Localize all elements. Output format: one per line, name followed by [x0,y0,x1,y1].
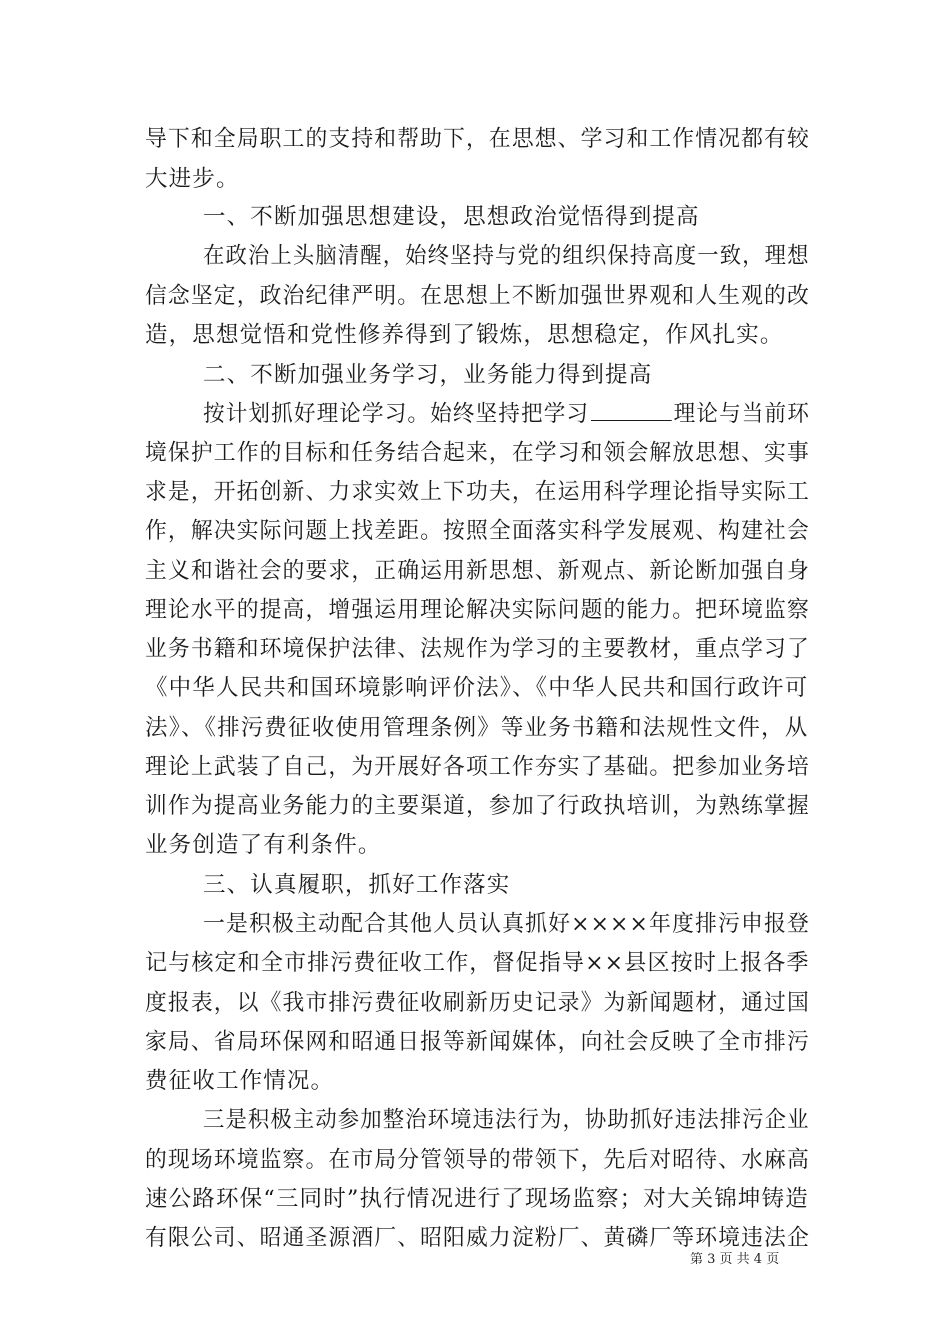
paragraph-line: 家局、省局环保网和昭通日报等新闻媒体，向社会反映了全市排污 [145,1029,810,1055]
section-heading-1: 一、不断加强思想建设，思想政治觉悟得到提高 [203,204,700,230]
paragraph-line: 一是积极主动配合其他人员认真抓好××××年度排污申报登 [203,911,810,937]
section-heading-3: 三、认真履职，抓好工作落实 [203,872,511,898]
paragraph-line: 业务创造了有利条件。 [145,832,382,858]
paragraph-line: 求是，开拓创新、力求实效上下功夫，在运用科学理论指导实际工 [145,479,810,505]
paragraph-line: 主义和谐社会的要求，正确运用新思想、新观点、新论断加强自身 [145,558,810,584]
paragraph-line: 费征收工作情况。 [145,1068,335,1094]
paragraph-line: 在政治上头脑清醒，始终坚持与党的组织保持高度一致，理想 [203,243,810,269]
paragraph-line: 理论上武装了自己，为开展好各项工作夯实了基础。把参加业务培 [145,754,810,780]
paragraph-line-with-blank [203,394,810,434]
section-heading-2: 二、不断加强业务学习，业务能力得到提高 [203,362,653,388]
paragraph-line: 《中华人民共和国环境影响评价法》、《中华人民共和国行政许可 [145,675,809,701]
paragraph-line: 训作为提高业务能力的主要渠道，参加了行政执培训，为熟练掌握 [145,793,810,819]
page-number: 第 3 页 共 4 页 [690,1252,780,1267]
paragraph-line: 记与核定和全市排污费征收工作，督促指导××县区按时上报各季 [145,950,810,976]
paragraph-line: 速公路环保“三同时”执行情况进行了现场监察；对大关锦坤铸造 [145,1186,809,1212]
paragraph-line: 作，解决实际问题上找差距。按照全面落实科学发展观、构建社会 [145,518,810,544]
paragraph-line: 造，思想觉悟和党性修养得到了锻炼，思想稳定，作风扎实。 [145,322,784,348]
paragraph-line: 的现场环境监察。在市局分管领导的带领下，先后对昭待、水麻高 [145,1147,810,1173]
line-end-text: 理论与当前环 [673,401,810,427]
fill-in-blank [591,396,672,421]
paragraph-line: 度报表，以《我市排污费征收刷新历史记录》为新闻题材，通过国 [145,990,810,1016]
paragraph-line: 业务书籍和环境保护法律、法规作为学习的主要教材，重点学习了 [145,636,810,662]
paragraph-line: 法》、《排污费征收使用管理条例》等业务书籍和法规性文件，从 [145,715,809,741]
paragraph-line: 导下和全局职工的支持和帮助下，在思想、学习和工作情况都有较 [145,126,810,152]
paragraph-line: 信念坚定，政治纪律严明。在思想上不断加强世界观和人生观的改 [145,283,810,309]
paragraph-line: 境保护工作的目标和任务结合起来，在学习和领会解放思想、实事 [145,440,810,466]
paragraph-line: 大进步。 [145,166,240,192]
paragraph-line: 理论水平的提高，增强运用理论解决实际问题的能力。把环境监察 [145,597,810,623]
paragraph-line: 三是积极主动参加整治环境违法行为，协助抓好违法排污企业 [203,1107,810,1133]
paragraph-line: 有限公司、昭通圣源酒厂、昭阳威力淀粉厂、黄磷厂等环境违法企 [145,1225,810,1251]
line-start-text: 按计划抓好理论学习。始终坚持把学习 [203,401,590,427]
